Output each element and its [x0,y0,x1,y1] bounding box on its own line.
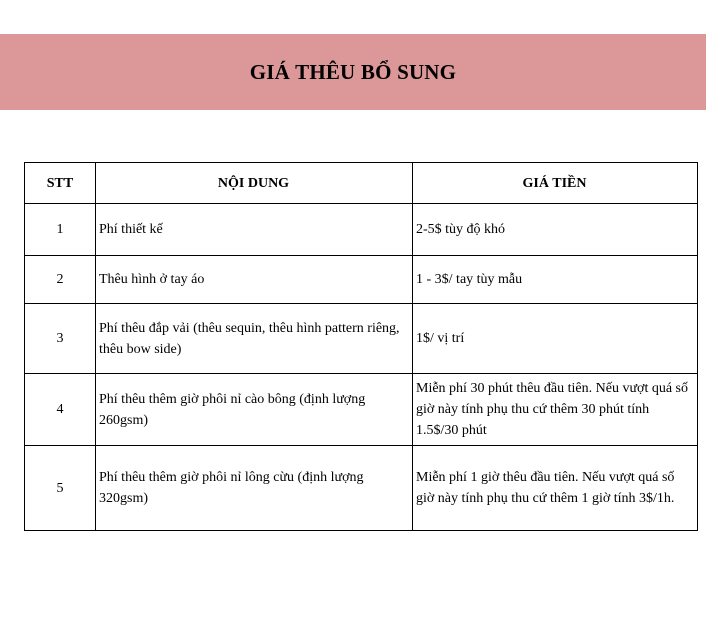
cell-content: Thêu hình ở tay áo [96,256,413,304]
cell-content: Phí thêu thêm giờ phôi nỉ lông cừu (định lượng 320gsm) [96,446,413,531]
header-stt: STT [25,163,96,204]
table-row [25,256,698,304]
table-header-row [25,163,698,204]
header-content: NỘI DUNG [96,163,413,204]
cell-content: Phí thiết kế [96,204,413,256]
cell-stt: 4 [25,374,96,446]
header-price: GIÁ TIỀN [413,163,698,204]
table-row [25,374,698,446]
cell-price: 2-5$ tùy độ khó [413,204,698,256]
cell-price: 1$/ vị trí [413,304,698,374]
price-table [24,162,698,531]
cell-content: Phí thêu thêm giờ phôi nỉ cào bông (định lượng 260gsm) [96,374,413,446]
page-title: GIÁ THÊU BỔ SUNG [249,59,457,84]
cell-price: 1 - 3$/ tay tùy mẫu [413,256,698,304]
cell-stt: 2 [25,256,96,304]
cell-price: Miễn phí 30 phút thêu đầu tiên. Nếu vượt quá số giờ này tính phụ thu cứ thêm 30 phút tính 1.5$/30 phút [413,374,698,446]
table-row [25,446,698,531]
cell-stt: 1 [25,204,96,256]
cell-content: Phí thêu đắp vải (thêu sequin, thêu hình pattern riêng, thêu bow side) [96,304,413,374]
table-row [25,304,698,374]
table-row [25,204,698,256]
cell-stt: 3 [25,304,96,374]
title-banner [0,34,706,110]
cell-stt: 5 [25,446,96,531]
cell-price: Miễn phí 1 giờ thêu đầu tiên. Nếu vượt quá số giờ này tính phụ thu cứ thêm 1 giờ tính 3$/1h. [413,446,698,531]
